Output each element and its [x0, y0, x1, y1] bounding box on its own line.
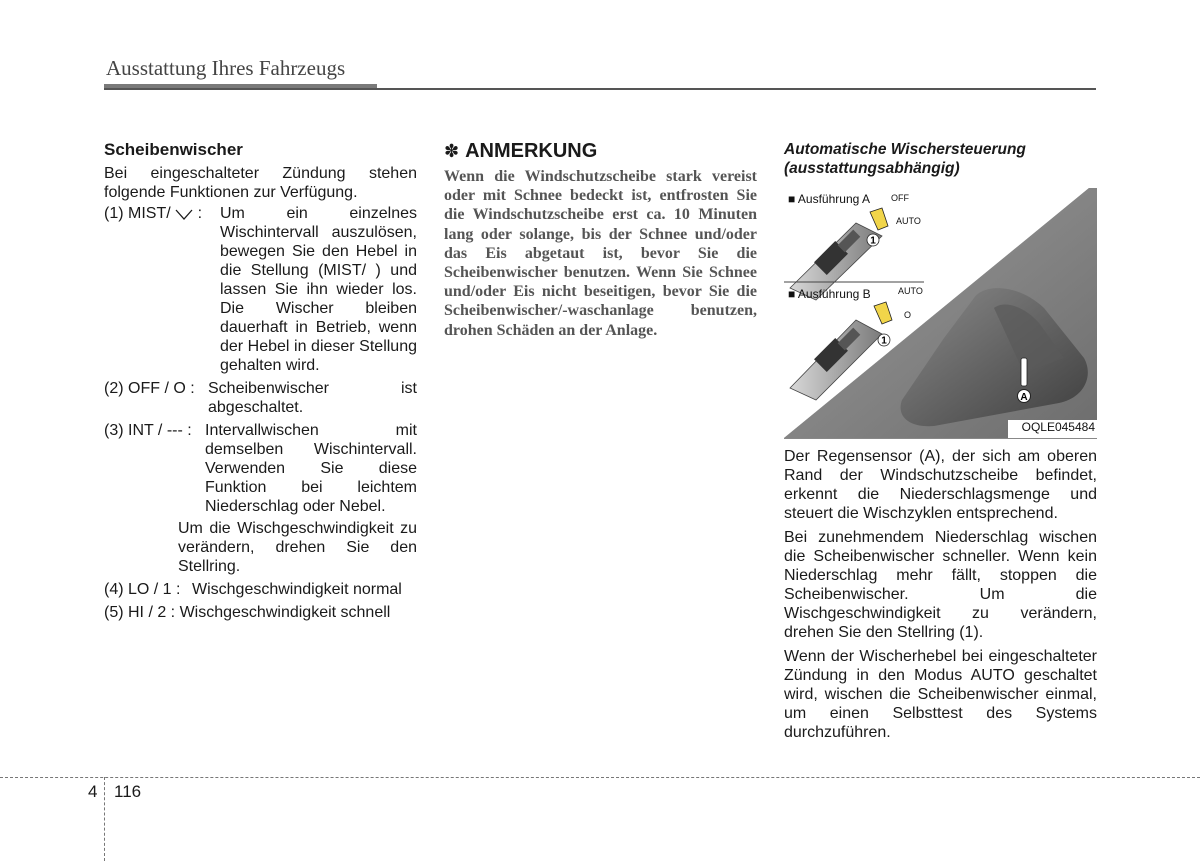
function-label: (5) HI / 2 : [104, 604, 176, 621]
function-item-mist [104, 204, 417, 375]
sensor-callout: A [1020, 392, 1028, 403]
figure-title: Automatische Wischersteuerung (ausstattungsabhängig) [784, 141, 1026, 177]
column-auto-wiper [784, 140, 1097, 747]
function-item-off [104, 379, 417, 417]
speed-note: Um die Wischgeschwindigkeit zu verändern, drehen Sie den Stellring. [178, 520, 417, 575]
label-o: O [904, 310, 912, 320]
page-header-title: Ausstattung Ihres Fahrzeugs [106, 56, 346, 80]
footer-vertical-rule [104, 777, 105, 861]
mist-symbol-icon [175, 208, 193, 220]
note-text: Wenn die Windschutzscheibe stark vereist oder mit Schnee bedeckt ist, entfrosten Sie die Windschutzscheibe erst ca. 10 Minuten lang oder solange, bis der Schnee und/oder das Eis abgetaut ist, bevor Sie die Scheibenwischer benutzen. Wenn Sie Schnee und/oder Eis nicht beseitigen, bevor Sie die Scheibenwischer/-waschanlage benutzen, drohen Schäden an der Anlage. [444, 168, 757, 339]
function-item-hi [104, 603, 417, 622]
variant-b-label: ■ Ausführung B [788, 287, 871, 301]
paragraph: Der Regensensor (A), der sich am oberen Rand der Windschutzscheibe befindet, erkennt die Niederschlagsmenge und steuert die Wischzyklen entsprechend. [784, 448, 1097, 522]
page-number: 116 [114, 782, 142, 801]
function-desc: Intervallwischen mit demselben Wischintervall. Verwenden Sie diese Funktion bei leichtem Niederschlag oder Nebel. [205, 422, 417, 515]
footer-rule [0, 777, 1200, 778]
function-desc: Wischgeschwindigkeit schnell [179, 604, 391, 621]
function-desc: Um ein einzelnes Wischintervall auszulösen, bewegen Sie den Hebel in die Stellung (MIST/ ) und lassen Sie ihn wieder los. Die Wischer bleiben dauerhaft in Betrieb, wenn der Hebel in dieser Stellung gehalten wird. [220, 205, 417, 374]
function-label: (4) LO / 1 : [104, 581, 181, 598]
function-item-int [104, 421, 417, 516]
column-note [444, 140, 757, 340]
chapter-number: 4 [88, 782, 98, 801]
note-heading [444, 140, 757, 163]
header-rule [104, 88, 1096, 90]
note-title: ANMERKUNG [465, 140, 598, 162]
ring-callout-b: 1 [881, 335, 887, 347]
intro-text: Bei eingeschalteter Zündung stehen folgende Funktionen zur Verfügung. [104, 165, 417, 201]
function-label: (2) OFF / O : [104, 380, 195, 397]
paragraph: Wenn der Wischerhebel bei eingeschalteter Zündung in den Modus AUTO geschaltet wird, wischen die Scheibenwischer einmal, um einen Selbsttest des Systems durchzuführen. [784, 648, 1097, 741]
label-auto-a: AUTO [896, 216, 921, 226]
column-wiper-functions [104, 140, 417, 622]
rain-sensor-figure [784, 188, 1097, 439]
ring-callout-a: 1 [870, 235, 876, 247]
figure-illustration [784, 188, 1097, 438]
label-auto-b: AUTO [898, 286, 923, 296]
function-desc: Scheibenwischer ist abgeschaltet. [208, 380, 417, 416]
note-star-icon: ✽ [444, 141, 460, 161]
function-item-lo [104, 580, 417, 599]
variant-a-label: ■ Ausführung A [788, 192, 870, 206]
figure-code: OQLE045484 [1021, 420, 1095, 434]
section-title: Scheibenwischer [104, 140, 243, 159]
paragraph: Bei zunehmendem Niederschlag wischen die Scheibenwischer schneller. Wenn kein Niederschlag mehr fällt, stoppen die Scheibenwischer. Um die Wischgeschwindigkeit zu verändern, drehen Sie den Stellring (1). [784, 529, 1097, 641]
function-label: (3) INT / --- : [104, 422, 192, 439]
function-desc: Wischgeschwindigkeit normal [192, 581, 402, 598]
label-off: OFF [891, 193, 909, 203]
function-label: (1) MIST/ : [104, 205, 203, 222]
auto-wiper-text [784, 447, 1097, 742]
